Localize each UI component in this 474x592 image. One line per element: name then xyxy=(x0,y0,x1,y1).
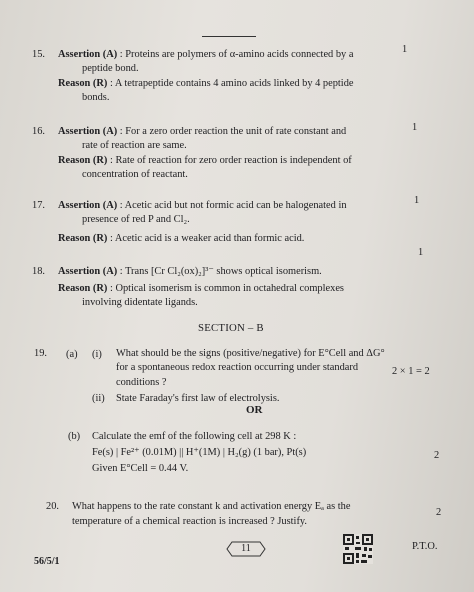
q19-part-a: (a) xyxy=(66,349,78,360)
q16-number: 16. xyxy=(32,126,45,137)
q16-line2: rate of reaction are same. xyxy=(82,140,187,151)
q19-subpart-ii: (ii) xyxy=(92,393,105,404)
q17-line2: presence of red P and Cl₂. xyxy=(82,214,190,225)
q16-line3: Reason (R) : Rate of reaction for zero order reaction is independent of xyxy=(58,155,352,166)
q19-b-line2: Fe(s) | Fe²⁺ (0.01M) || H⁺(1M) | H₂(g) (1 bar), Pt(s) xyxy=(92,447,307,458)
q16-line1: Assertion (A) : For a zero order reaction the unit of rate constant and xyxy=(58,126,347,137)
q18-line3: involving didentate ligands. xyxy=(82,297,198,308)
q15-line4: bonds. xyxy=(82,92,110,103)
q18-marks: 1 xyxy=(418,247,424,258)
q19-b-line1: Calculate the emf of the following cell at 298 K : xyxy=(92,431,297,442)
q19-a-marks: 2 × 1 = 2 xyxy=(392,366,430,377)
q19-number: 19. xyxy=(34,348,47,359)
qr-code-icon xyxy=(343,534,373,564)
q15-line3: Reason (R) : A tetrapeptide contains 4 amino acids linked by 4 peptide xyxy=(58,78,354,89)
paper-code: 56/5/1 xyxy=(34,556,60,567)
q20-number: 20. xyxy=(46,501,59,512)
q17-line3: Reason (R) : Acetic acid is a weaker acid than formic acid. xyxy=(58,233,305,244)
q15-line1: Assertion (A) : Proteins are polymers of α-amino acids connected by a xyxy=(58,49,354,60)
q19-part-b: (b) xyxy=(68,431,81,442)
q19-subpart-i: (i) xyxy=(92,349,102,360)
q19-b-marks: 2 xyxy=(434,450,440,461)
q15-number: 15. xyxy=(32,49,45,60)
top-rule xyxy=(202,36,256,37)
q18-line1: Assertion (A) : Trans [Cr Cl₂(ox)₂]³⁻ shows optical isomerism. xyxy=(58,266,322,277)
q17-line1: Assertion (A) : Acetic acid but not formic acid can be halogenated in xyxy=(58,200,347,211)
q17-number: 17. xyxy=(32,200,45,211)
section-heading: SECTION – B xyxy=(198,322,264,334)
q18-line2: Reason (R) : Optical isomerism is common in octahedral complexes xyxy=(58,283,344,294)
or-divider: OR xyxy=(246,404,263,416)
q19-i-line3: conditions ? xyxy=(116,377,167,388)
pto-label: P.T.O. xyxy=(412,541,438,552)
q19-ii-line1: State Faraday's first law of electrolysis. xyxy=(116,393,280,404)
q20-line2: temperature of a chemical reaction is increased ? Justify. xyxy=(72,516,308,527)
q16-line4: concentration of reactant. xyxy=(82,169,188,180)
q19-i-line1: What should be the signs (positive/negative) for E°Cell and ΔG° xyxy=(116,348,385,359)
q15-line2: peptide bond. xyxy=(82,63,139,74)
q19-i-line2: for a spontaneous redox reaction occurring under standard xyxy=(116,362,359,373)
q20-line1: What happens to the rate constant k and activation energy Eₐ as the xyxy=(72,501,351,512)
q18-number: 18. xyxy=(32,266,45,277)
page-number-label: 11 xyxy=(241,543,251,554)
q16-marks: 1 xyxy=(412,122,418,133)
page-number xyxy=(226,541,266,557)
q20-marks: 2 xyxy=(436,507,442,518)
q15-marks: 1 xyxy=(402,44,408,55)
q17-marks: 1 xyxy=(414,195,420,206)
q19-b-line3: Given E°Cell = 0.44 V. xyxy=(92,463,189,474)
